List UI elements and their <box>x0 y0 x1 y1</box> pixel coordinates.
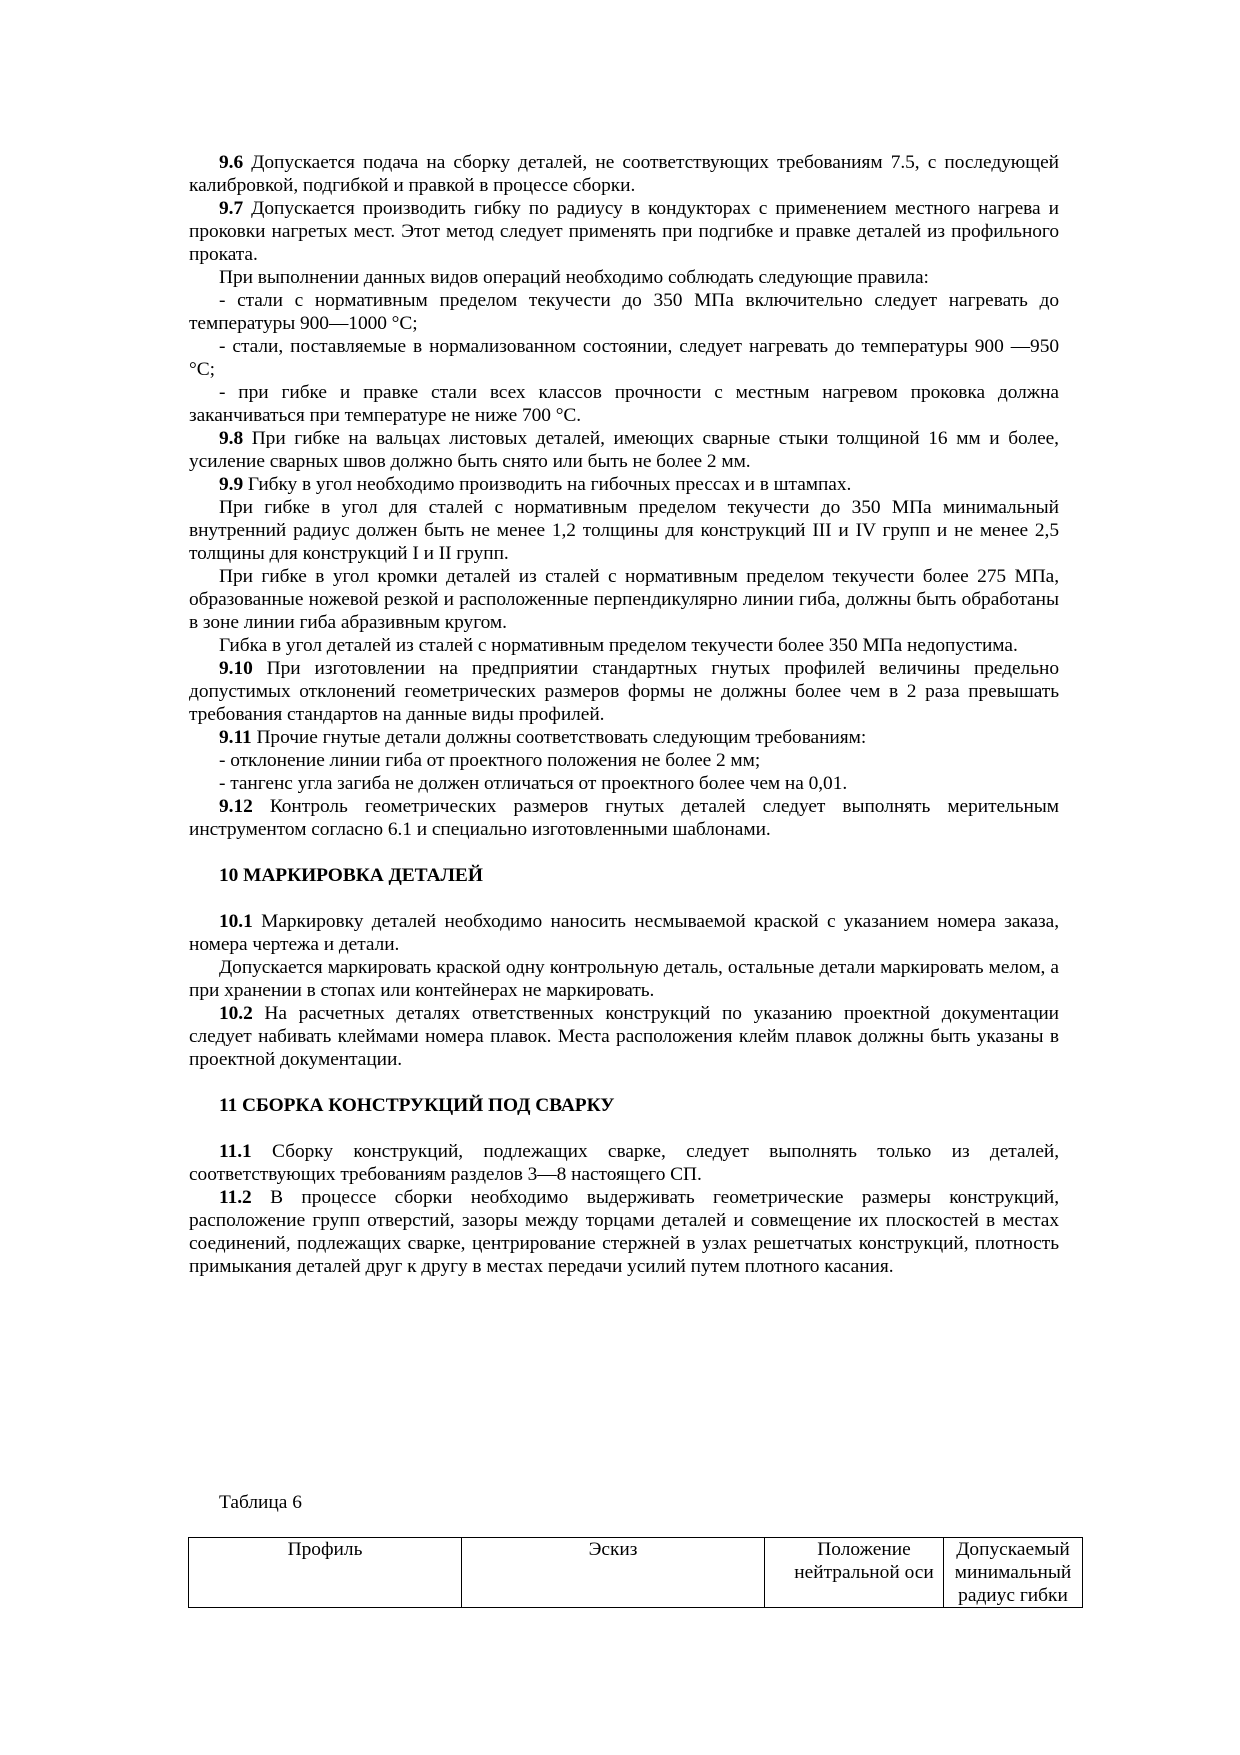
table-header-row <box>189 1538 1083 1608</box>
paragraph <box>189 496 1059 565</box>
header-profile: Профиль <box>189 1538 462 1608</box>
paragraph <box>189 910 1059 956</box>
clause-number: 11.2 <box>219 1187 252 1208</box>
paragraph-text: Гибка в угол деталей из сталей с нормативным пределом текучести более 350 МПа недопустима. <box>219 635 1018 656</box>
paragraph-text: - тангенс угла загиба не должен отличаться от проектного более чем на 0,01. <box>219 773 848 794</box>
paragraph-text: При гибке в угол кромки деталей из сталей с нормативным пределом текучести более 275 МПа, образованные ножевой резкой и расположенные перпендикулярно линии гиба, должны быть обработаны в зоне линии гиба абразивным кругом. <box>189 566 1059 633</box>
paragraph-text: При выполнении данных видов операций необходимо соблюдать следующие правила: <box>219 267 929 288</box>
paragraph-text: Прочие гнутые детали должны соответствовать следующим требованиям: <box>251 727 867 748</box>
header-neutral-axis: Положение нейтральной оси <box>765 1538 944 1608</box>
paragraph-text: - при гибке и правке стали всех классов прочности с местным нагревом проковка должна заканчиваться при температуре не ниже 700 °С. <box>189 382 1059 426</box>
paragraph-text: При гибке в угол для сталей с нормативным пределом текучести до 350 МПа минимальный внутренний радиус должен быть не менее 1,2 толщины для конструкций III и IV групп и не менее 2,5 толщины для конструкций I и II групп. <box>189 497 1059 564</box>
paragraph <box>189 266 1059 289</box>
paragraph-text: - стали с нормативным пределом текучести до 350 МПа включительно следует нагревать до температуры 900—1000 °С; <box>189 290 1059 334</box>
clause-number: 9.7 <box>219 198 244 219</box>
paragraph <box>189 772 1059 795</box>
paragraph <box>189 1186 1059 1278</box>
section-11-paragraphs <box>189 1140 1059 1278</box>
paragraph <box>189 197 1059 266</box>
section-10-heading: 10 МАРКИРОВКА ДЕТАЛЕЙ <box>219 865 483 886</box>
paragraph <box>189 726 1059 749</box>
body-text <box>189 151 1059 1278</box>
paragraph <box>189 657 1059 726</box>
paragraph <box>189 289 1059 335</box>
section-9-paragraphs <box>189 151 1059 841</box>
paragraph-text: На расчетных деталях ответственных конструкций по указанию проектной документации следует набивать клеймами номера плавок. Места расположения клейм плавок должны быть указаны в проектной документации. <box>189 1003 1059 1070</box>
paragraph <box>189 1140 1059 1186</box>
clause-number: 9.8 <box>219 428 244 449</box>
paragraph <box>189 151 1059 197</box>
paragraph <box>189 427 1059 473</box>
paragraph <box>189 634 1059 657</box>
paragraph-text: Допускается производить гибку по радиусу в кондукторах с применением местного нагрева и проковки нагретых мест. Этот метод следует применять при подгибке и правке деталей из профильного проката. <box>189 198 1059 265</box>
clause-number: 9.6 <box>219 152 244 173</box>
paragraph-text: Контроль геометрических размеров гнутых деталей следует выполнять мерительным инструментом согласно 6.1 и специально изготовленными шаблонами. <box>189 796 1059 840</box>
table-6 <box>188 1537 1083 1608</box>
paragraph-text: В процессе сборки необходимо выдерживать геометрические размеры конструкций, расположение групп отверстий, зазоры между торцами деталей и совмещение их плоскостей в местах соединений, подлежащих сварке, центрирование стержней в узлах решетчатых конструкций, плотность примыкания деталей друг к другу в местах передачи усилий путем плотного касания. <box>189 1187 1059 1277</box>
paragraph-text: - стали, поставляемые в нормализованном состоянии, следует нагревать до температуры 900 —950 °С; <box>189 336 1059 380</box>
header-sketch: Эскиз <box>462 1538 765 1608</box>
paragraph-text: Гибку в угол необходимо производить на гибочных прессах и в штампах. <box>243 474 852 495</box>
clause-number: 11.1 <box>219 1141 252 1162</box>
clause-number: 9.11 <box>219 727 252 748</box>
paragraph-text: При гибке на вальцах листовых деталей, имеющих сварные стыки толщиной 16 мм и более, усиление сварных швов должно быть снято или быть не более 2 мм. <box>189 428 1059 472</box>
paragraph <box>189 1002 1059 1071</box>
clause-number: 9.10 <box>219 658 253 679</box>
paragraph <box>189 956 1059 1002</box>
paragraph <box>189 473 1059 496</box>
paragraph-text: Допускается маркировать краской одну контрольную деталь, остальные детали маркировать мелом, а при хранении в стопах или контейнерах не маркировать. <box>189 957 1059 1001</box>
header-min-radius: Допускаемый минимальный радиус гибки <box>944 1538 1083 1608</box>
paragraph <box>189 381 1059 427</box>
section-10-paragraphs <box>189 910 1059 1071</box>
clause-number: 10.1 <box>219 911 253 932</box>
clause-number: 9.12 <box>219 796 253 817</box>
paragraph <box>189 565 1059 634</box>
paragraph-text: Допускается подача на сборку деталей, не соответствующих требованиям 7.5, с последующей калибровкой, подгибкой и правкой в процессе сборки. <box>189 152 1059 196</box>
section-11-heading: 11 СБОРКА КОНСТРУКЦИЙ ПОД СВАРКУ <box>219 1095 615 1116</box>
clause-number: 9.9 <box>219 474 244 495</box>
paragraph <box>189 335 1059 381</box>
paragraph-text: При изготовлении на предприятии стандартных гнутых профилей величины предельно допустимых отклонений геометрических размеров формы не должны более чем в 2 раза превышать требования стандартов на данные виды профилей. <box>189 658 1059 725</box>
table-caption: Таблица 6 <box>219 1492 302 1513</box>
paragraph <box>189 749 1059 772</box>
paragraph-text: Сборку конструкций, подлежащих сварке, следует выполнять только из деталей, соответствующих требованиям разделов 3—8 настоящего СП. <box>189 1141 1059 1185</box>
paragraph-text: - отклонение линии гиба от проектного положения не более 2 мм; <box>219 750 761 771</box>
clause-number: 10.2 <box>219 1003 253 1024</box>
paragraph-text: Маркировку деталей необходимо наносить несмываемой краской с указанием номера заказа, номера чертежа и детали. <box>189 911 1059 955</box>
paragraph <box>189 795 1059 841</box>
